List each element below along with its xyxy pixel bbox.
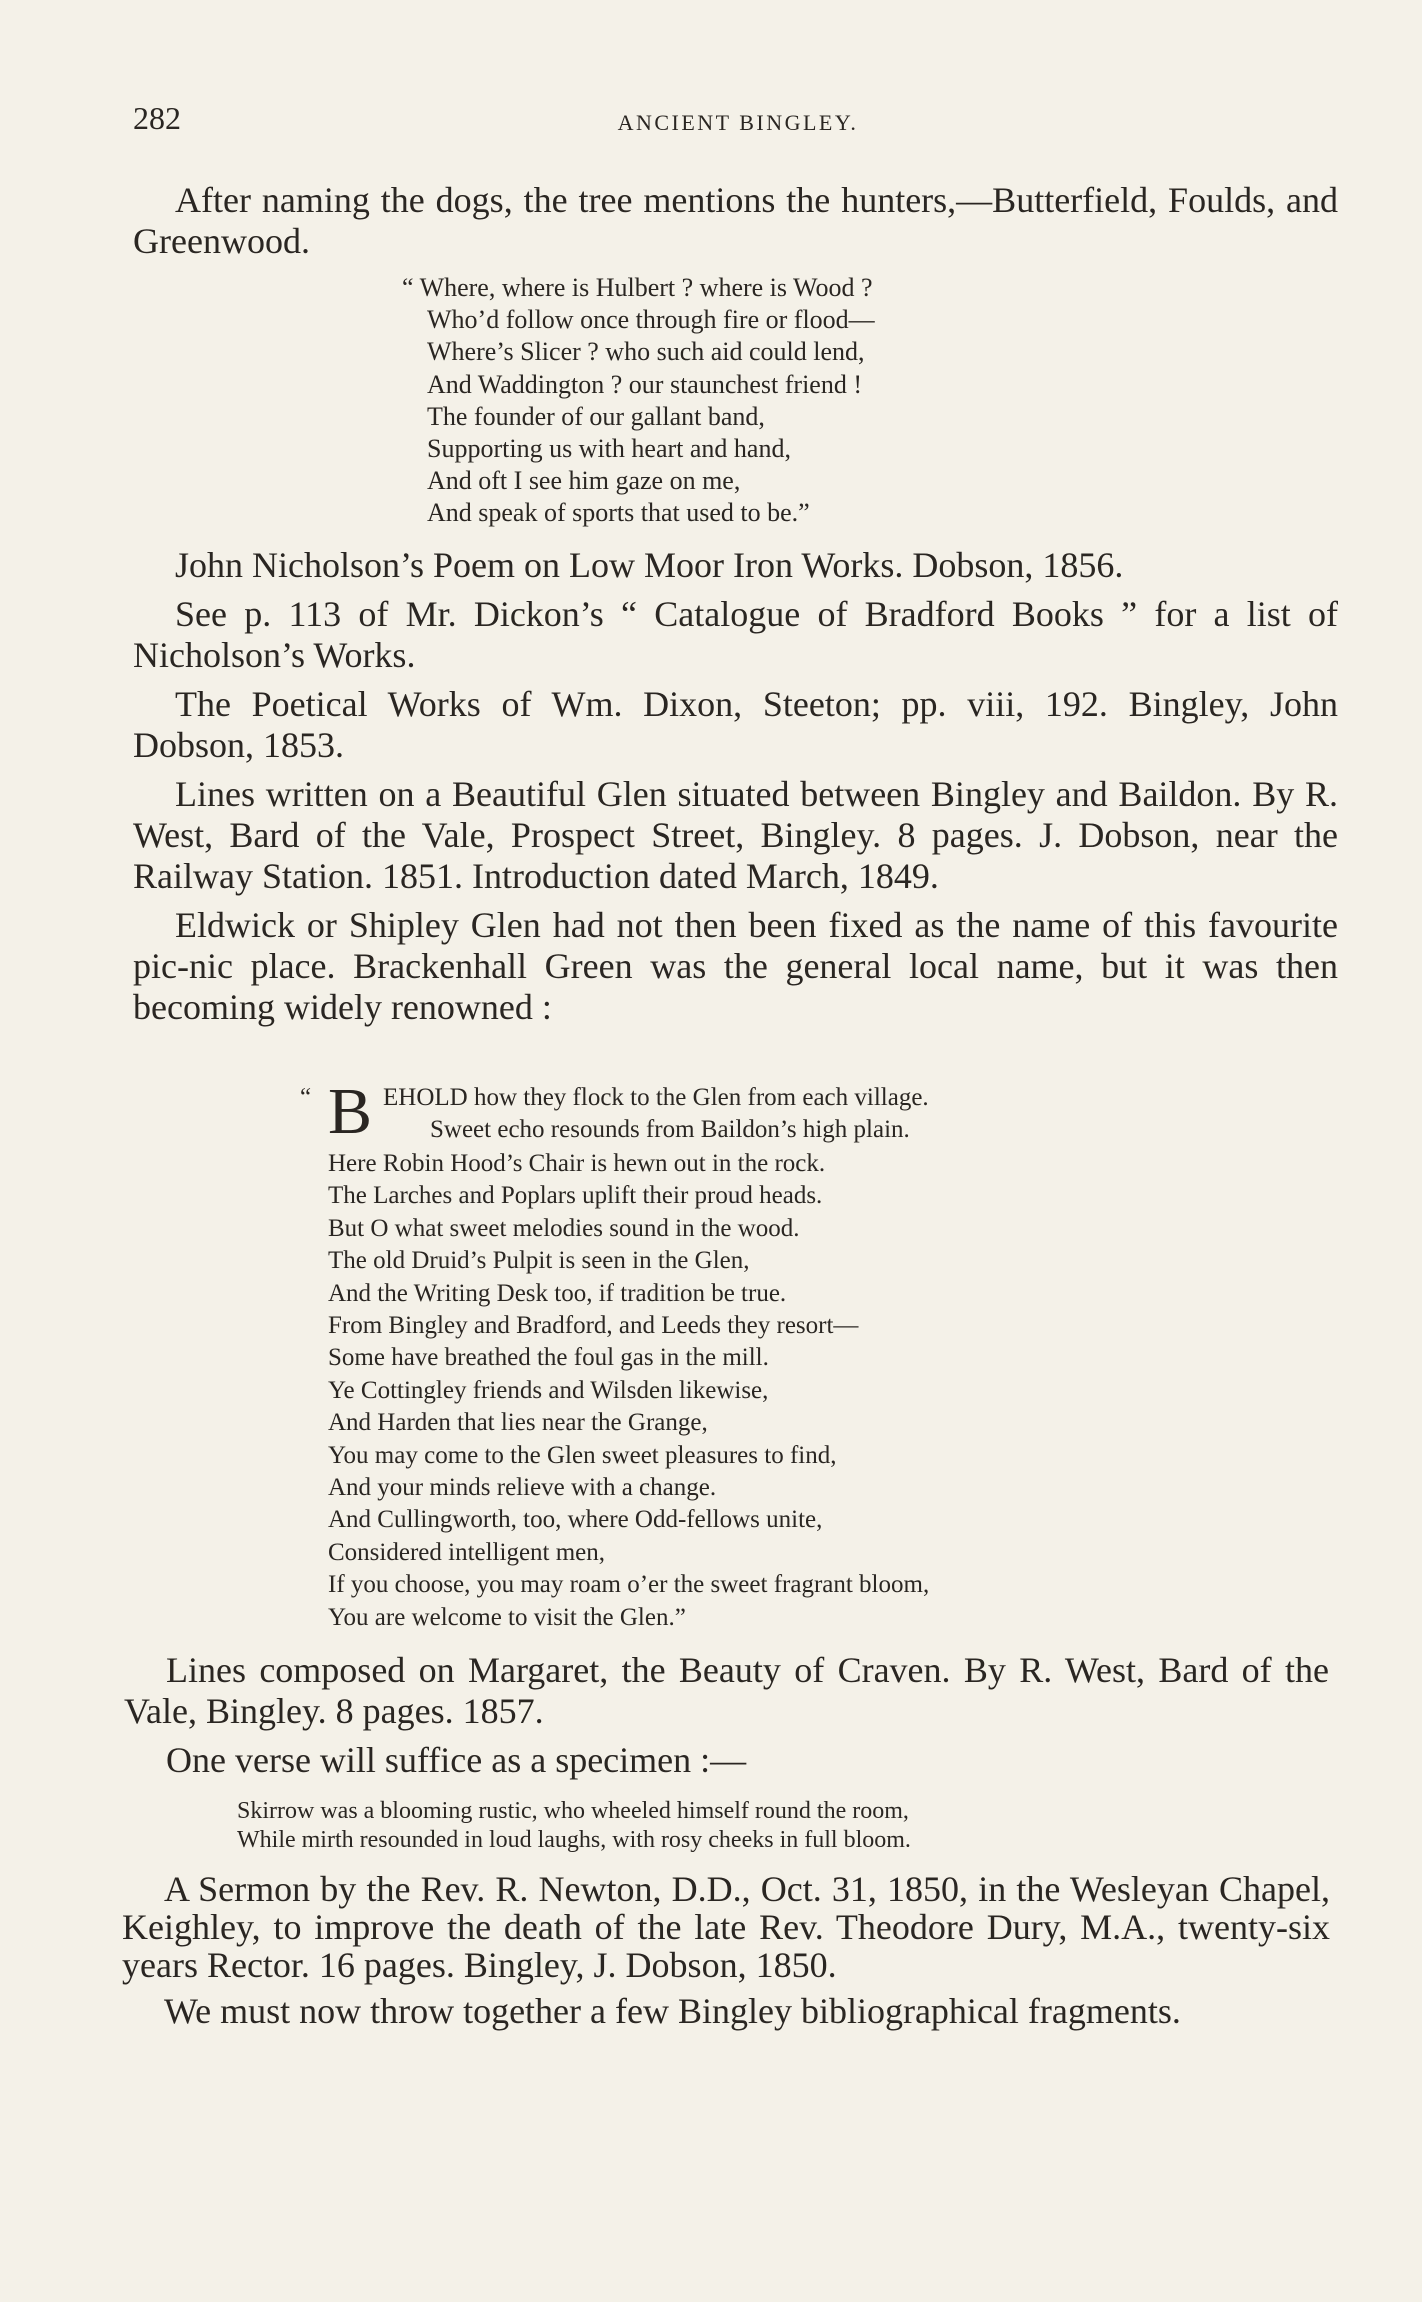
verse-line: Ye Cottingley friends and Wilsden likewise, (328, 1376, 769, 1404)
paragraph-west-glen: Lines written on a Beautiful Glen situated between Bingley and Baildon. By R. West, Bard of the Vale, Prospect Street, Bingley. 8 pages. J. Dobson, near the Railway Station. 1851. Introduction dated March, 1849. (133, 774, 1338, 896)
paragraph-sermon: A Sermon by the Rev. R. Newton, D.D., Oct. 31, 1850, in the Wesleyan Chapel, Keighley, to improve the death of the late Rev. Theodore Dury, M.A., twenty-six years Rector. 16 pages. Bingley, J. Dobson, 1850. (122, 1869, 1330, 1985)
verse-line: You may come to the Glen sweet pleasures to find, (328, 1441, 837, 1469)
verse-opening (300, 1075, 929, 1148)
verse-line: Considered intelligent men, (328, 1538, 606, 1566)
verse-line: And Waddington ? our staunchest friend ! (427, 369, 862, 399)
open-quote: “ (300, 1084, 312, 1111)
paragraph-specimen: One verse will suffice as a specimen :— (166, 1740, 747, 1780)
verse-line: Where’s Slicer ? who such aid could lend, (427, 337, 865, 367)
verse-line: You are welcome to visit the Glen.” (328, 1603, 686, 1631)
page-number: 282 (133, 100, 181, 136)
verse-line: The Larches and Poplars uplift their proud heads. (328, 1182, 823, 1210)
paragraph-dickon-catalogue: See p. 113 of Mr. Dickon’s “ Catalogue of Bradford Books ” for a list of Nicholson’s Works. (133, 594, 1338, 675)
verse-line: The old Druid’s Pulpit is seen in the Glen, (328, 1247, 750, 1275)
verse-glen (300, 1075, 930, 1634)
verse-line: “ Where, where is Hulbert ? where is Wood ? (402, 273, 873, 302)
verse-line: If you choose, you may roam o’er the sweet fragrant bloom, (328, 1571, 930, 1599)
verse-line: And oft I see him gaze on me, (427, 466, 741, 496)
paragraph-dixon-works: The Poetical Works of Wm. Dixon, Steeton; pp. viii, 192. Bingley, John Dobson, 1853. (133, 684, 1338, 765)
paragraph-text: After naming the dogs, the tree mentions the hunters,—Butterfield, Foulds, and Greenwood. (133, 180, 1338, 261)
verse-skirrow (237, 1797, 911, 1855)
verse-line: And speak of sports that used to be.” (427, 498, 810, 528)
verse-line: Supporting us with heart and hand, (427, 434, 791, 464)
verse-line: EHOLD how they flock to the Glen from each village. (383, 1084, 929, 1111)
verse-line: Here Robin Hood’s Chair is hewn out in the rock. (328, 1150, 826, 1177)
running-head: ANCIENT BINGLEY. (617, 110, 859, 135)
verse-line: And your minds relieve with a change. (328, 1474, 717, 1502)
verse-line: The founder of our gallant band, (427, 401, 765, 431)
paragraph-hunters (133, 180, 1338, 270)
verse-line: Skirrow was a blooming rustic, who wheeled himself round the room, (237, 1798, 909, 1824)
verse-line: And Harden that lies near the Grange, (328, 1409, 708, 1437)
paragraph-fragments: We must now throw together a few Bingley bibliographical fragments. (164, 1991, 1181, 2031)
paragraph-nicholson-poem: John Nicholson’s Poem on Low Moor Iron Works. Dobson, 1856. (175, 545, 1124, 585)
page-header (133, 100, 1343, 140)
verse-line: While mirth resounded in loud laughs, with rosy cheeks in full bloom. (237, 1827, 911, 1853)
margaret-entry (124, 1650, 1329, 1789)
closing-entries (122, 1870, 1330, 2038)
verse-line: From Bingley and Bradford, and Leeds they resort— (328, 1312, 859, 1340)
verse-line: And Cullingworth, too, where Odd-fellows unite, (328, 1506, 823, 1534)
verse-line: But O what sweet melodies sound in the wood. (328, 1214, 800, 1242)
bibliography-entries (133, 545, 1338, 1036)
paragraph-shipley-glen: Eldwick or Shipley Glen had not then been fixed as the name of this favourite pic-nic place. Brackenhall Green was the general local name, but it was then becoming widely renowned : (133, 905, 1338, 1027)
verse-line: Some have breathed the foul gas in the mill. (328, 1344, 769, 1372)
drop-cap: B (328, 1075, 373, 1148)
paragraph-margaret: Lines composed on Margaret, the Beauty of Craven. By R. West, Bard of the Vale, Bingley. 8 pages. 1857. (124, 1650, 1329, 1731)
verse-line: Who’d follow once through fire or flood— (427, 305, 875, 335)
verse-hunters (402, 272, 875, 530)
verse-line: And the Writing Desk too, if tradition be true. (328, 1279, 787, 1307)
verse-line: Sweet echo resounds from Baildon’s high plain. (430, 1116, 910, 1143)
